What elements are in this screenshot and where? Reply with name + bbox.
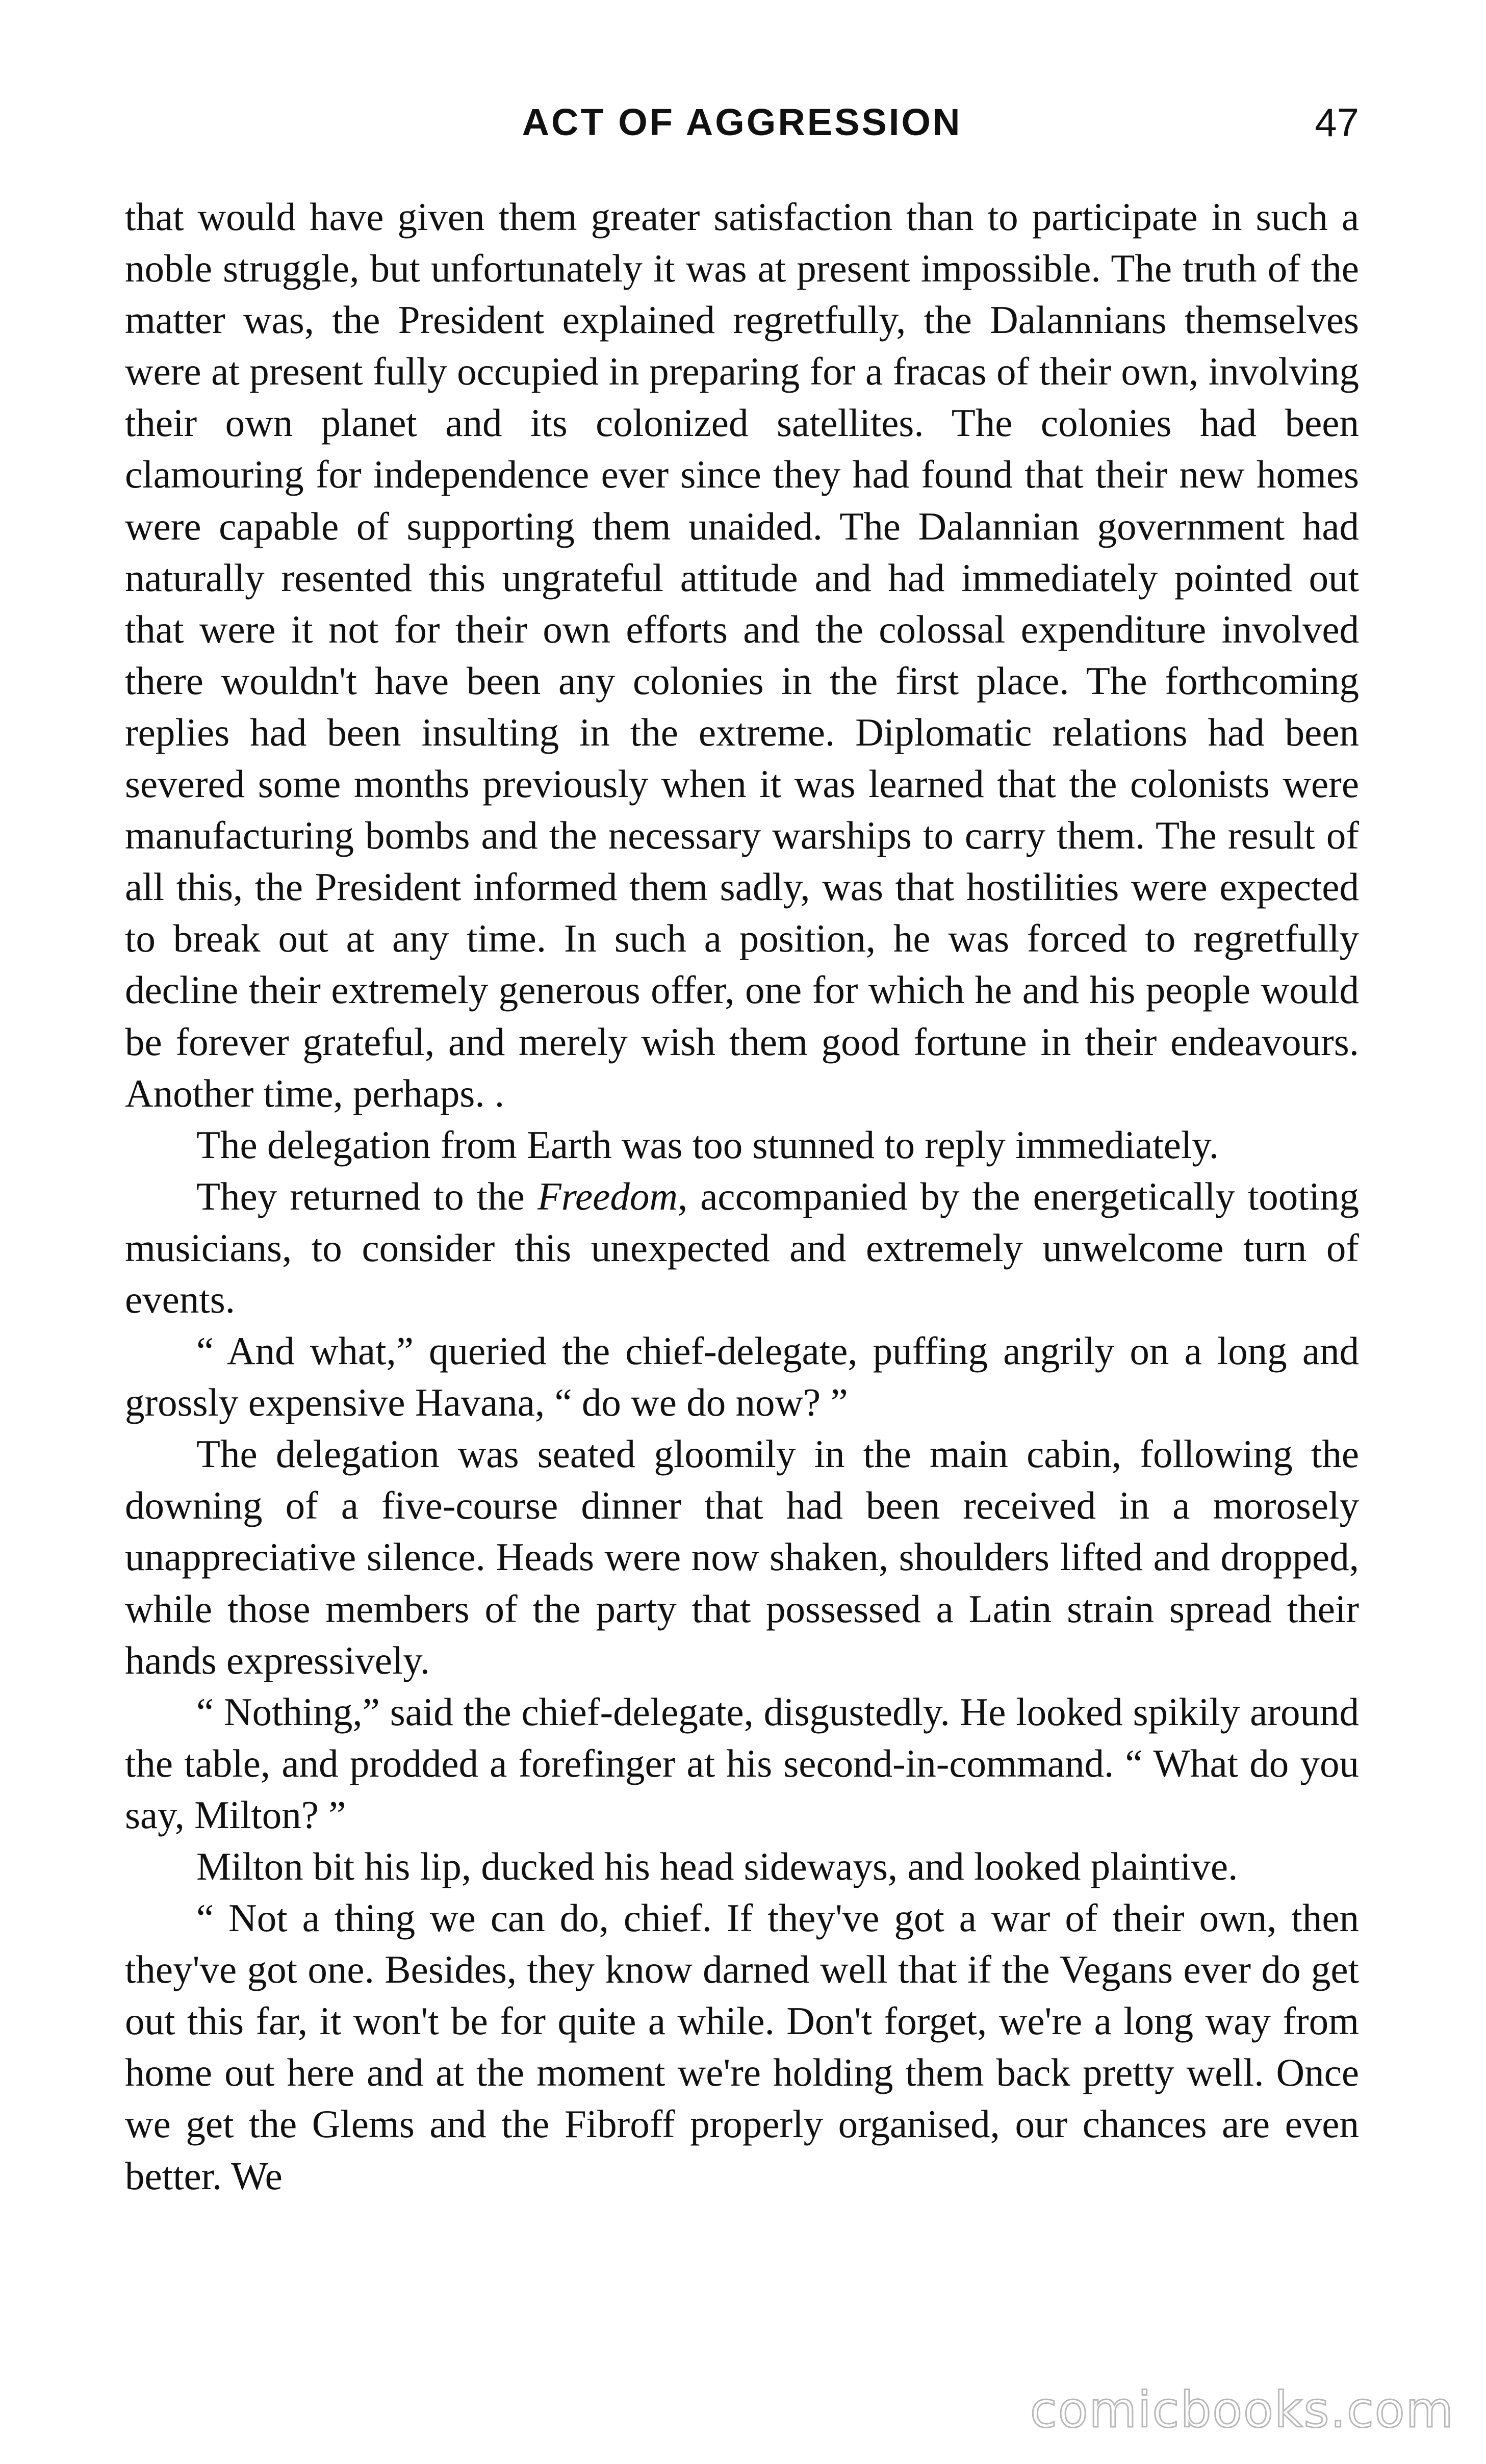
page-number: 47: [1315, 100, 1359, 145]
watermark: comicbooks.com: [1030, 2381, 1454, 2439]
paragraph-returned: [125, 1171, 1359, 1325]
paragraph-milton: Milton bit his lip, ducked his head sideways, and looked plaintive.: [196, 1844, 1238, 1888]
running-title: ACT OF AGGRESSION: [522, 101, 962, 143]
paragraph-and-what: “ And what,” queried the chief-delegate, puffing angrily on a long and grossly expensive Havana, “ do we do now? ”: [125, 1329, 1359, 1425]
paragraph-delegation-stunned: The delegation from Earth was too stunned to reply immediately.: [196, 1122, 1219, 1167]
running-header: [125, 97, 1359, 158]
paragraph-continuation: that would have given them greater satisfaction than to participate in such a noble struggle, but unfortunately it was at present impossible. The truth of the matter was, the President explained regretfully, the Dalannians themselves were at present fully occupied in preparing for a fracas of their own, involving their own planet and its colonized satellites. The colonies had been clamouring for independence ever since they had found that their new homes were capable of supporting them unaided. The Dalannian government had naturally resented this ungrateful attitude and had immediately pointed out that were it not for their own efforts and the colossal expenditure involved there wouldn't have been any colonies in the first place. The forthcoming replies had been insulting in the extreme. Diplomatic relations had been severed some months previously when it was learned that the colonists were manufacturing bombs and the necessary warships to carry them. The result of all this, the President informed them sadly, was that hostilities were expected to break out at any time. In such a position, he was forced to regretfully decline their extremely generous offer, one for which he and his people would be forever grateful, and merely wish them good fortune in their endeavours. Another time, perhaps. .: [125, 195, 1359, 1115]
paragraph-nothing: “ Nothing,” said the chief-delegate, disgustedly. He looked spikily around the table, and prodded a forefinger at his second-in-command. “ What do you say, Milton? ”: [125, 1689, 1359, 1837]
body-text: [125, 191, 1359, 2202]
returned-text-end: , accompanied by the energetically tooting musicians, to consider this unexpected and extremely unwelcome turn of events.: [125, 1174, 1359, 1321]
ship-name-freedom: Freedom: [537, 1174, 678, 1218]
paragraph-not-a-thing: “ Not a thing we can do, chief. If they've got a war of their own, then they've got one. Besides, they know darned well that if the Vegans ever do get out this far, it won't be for quite a while. Don't forget, we're a long way from home out here and at the moment we're holding them back pretty well. Once we get the Glems and the Fibroff properly organised, our chances are even better. We: [125, 1896, 1359, 2198]
returned-text-start: They returned to the: [196, 1174, 537, 1218]
paragraph-seated-gloomily: The delegation was seated gloomily in the main cabin, following the downing of a five-course dinner that had been received in a morosely unappreciative silence. Heads were now shaken, shoulders lifted and dropped, while those members of the party that possessed a Latin strain spread their hands expressively.: [125, 1432, 1359, 1682]
